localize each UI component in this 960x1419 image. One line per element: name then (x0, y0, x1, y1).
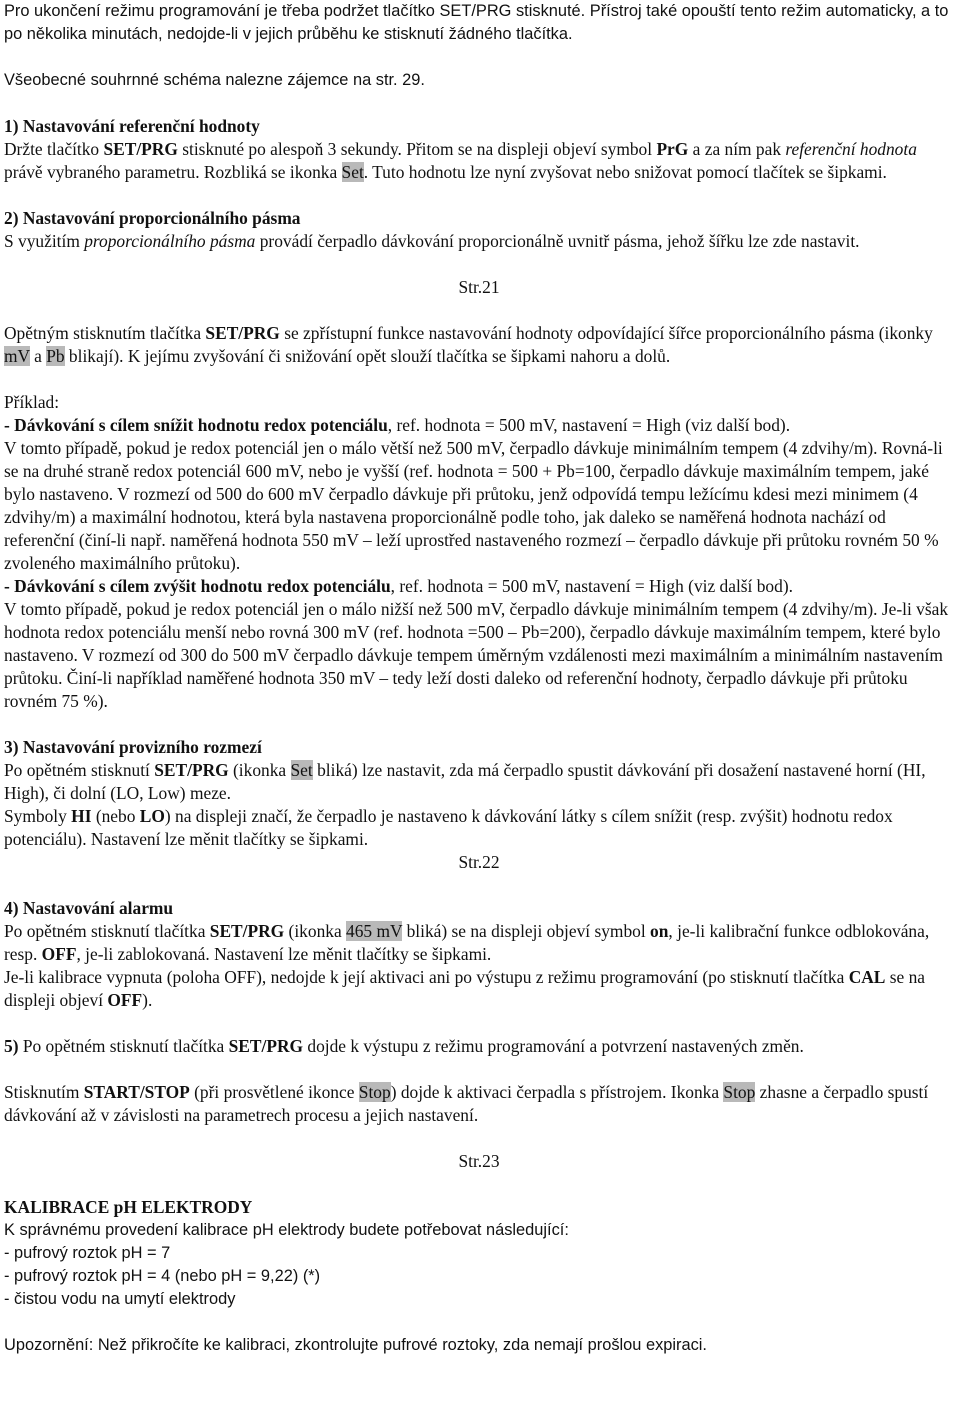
section-3-heading: 3) Nastavování provizního rozmezí (4, 737, 262, 757)
calibration-item: - pufrový roztok pH = 4 (nebo pH = 9,22) (*) (4, 1267, 321, 1285)
section-2-text-continued: Opětným stisknutím tlačítka SET/PRG se zpřístupní funkce nastavování hodnoty odpovídající šířce proporcionálního pásma (ikonky mV a Pb blikají). K jejímu zvyšování či snižování opět slouží tlačítka se šipkami nahoru a dolů. (4, 323, 933, 366)
example-label: Příklad: (4, 392, 60, 412)
page-number-22: Str.22 (458, 852, 500, 872)
mv-icon-label: mV (4, 346, 30, 366)
intro-paragraph: Pro ukončení režimu programování je třeba podržet tlačítko SET/PRG stisknuté. Přístroj také opouští tento režim automaticky, a to po několika minutách, nedojde-li v jejich průběhu ke stisknutí žádného tlačítka. (4, 2, 949, 43)
set-icon-label: Set (290, 760, 313, 780)
start-stop-text: Stisknutím START/STOP (při prosvětlené ikonce Stop) dojde k aktivaci čerpadla s přístrojem. Ikonka Stop zhasne a čerpadlo spustí dávkování až v závislosti na parametrech procesu a jejich nastavení. (4, 1082, 929, 1125)
section-5-text: 5) Po opětném stisknutí tlačítka SET/PRG dojde k výstupu z režimu programování a potvrzení nastavených změn. (4, 1036, 804, 1056)
section-3-symbols-text: Symboly HI (nebo LO) na displeji značí, že čerpadlo je nastaveno k dávkování látky s cílem snížit (resp. zvýšit) hodnotu redox potenciálu). Nastavení lze měnit tlačítky se šipkami. (4, 806, 893, 849)
page-number-21: Str.21 (458, 277, 500, 297)
calibration-item: - pufrový roztok pH = 7 (4, 1244, 171, 1262)
section-4-text: Po opětném stisknutí tlačítka SET/PRG (ikonka 465 mV bliká) se na displeji objeví symbol on, je-li kalibrační funkce odblokována, resp. OFF, je-li zablokovaná. Nastavení lze měnit tlačítky se šipkami. (4, 921, 930, 964)
section-3-text: Po opětném stisknutí SET/PRG (ikonka Set bliká) lze nastavit, zda má čerpadlo spustit dávkování při dosažení nastavené horní (HI, High), či dolní (LO, Low) meze. (4, 760, 926, 803)
section-1-heading: 1) Nastavování referenční hodnoty (4, 116, 260, 136)
stop-icon-label: Stop (723, 1082, 756, 1102)
example-1-text: V tomto případě, pokud je redox potenciál jen o málo větší než 500 mV, čerpadlo dávkuje minimálním tempem (4 zdvihy/m). Rovná-li se na druhé straně redox potenciál 600 mV, nebo je vyšší (ref. hodnota = 500 + Pb=100, čerpadlo dávkuje maximálním tempem, jaké bylo nastaveno. V rozmezí od 500 do 600 mV čerpadlo dávkuje při průtoku, jenž odpovídá tempu ležícímu kdesi mezi minimem (4 zdvihy/m) a maximální hodnotou, která byla nastavena proporcionálně podle toho, jak daleko se naměřená hodnota nachází od referenční (činí-li např. naměřená hodnota 550 mV – leží uprostřed nastaveného rozmezí – čerpadlo dávkuje při průtoku rovném 50 % zvoleného maximálního průtoku). (4, 438, 943, 573)
calibration-warning: Upozornění: Než přikročíte ke kalibraci, zkontrolujte pufrové roztoky, zda nemají prošlou expiraci. (4, 1336, 707, 1354)
section-4-heading: 4) Nastavování alarmu (4, 898, 174, 918)
example-1-heading: - Dávkování s cílem snížit hodnotu redox potenciálu, ref. hodnota = 500 mV, nastavení = High (viz další bod). (4, 415, 791, 435)
calibration-item: - čistou vodu na umytí elektrody (4, 1290, 236, 1308)
calibration-intro: K správnému provedení kalibrace pH elektrody budete potřebovat následující: (4, 1221, 569, 1239)
example-2-heading: - Dávkování s cílem zvýšit hodnotu redox potenciálu, ref. hodnota = 500 mV, nastavení = High (viz další bod). (4, 576, 793, 596)
section-4-calibration-text: Je-li kalibrace vypnuta (poloha OFF), nedojde k její aktivaci ani po výstupu z režimu programování (po stisknutí tlačítka CAL se na displeji objeví OFF). (4, 967, 926, 1010)
section-2-text: S využitím proporcionálního pásma provádí čerpadlo dávkování proporcionálně uvnitř pásma, jehož šířku lze zde nastavit. (4, 231, 860, 251)
section-2-heading: 2) Nastavování proporcionálního pásma (4, 208, 301, 228)
465mv-icon-label: 465 mV (346, 921, 403, 941)
section-1-text: Držte tlačítko SET/PRG stisknuté po alespoň 3 sekundy. Přitom se na displeji objeví symbol PrG a za ním pak referenční hodnota právě vybraného parametru. Rozbliká se ikonka Set. Tuto hodnotu lze nyní zvyšovat nebo snižovat pomocí tlačítek se šipkami. (4, 139, 917, 182)
intro-reference-note: Všeobecné souhrnné schéma nalezne zájemce na str. 29. (4, 71, 425, 89)
page-number-23: Str.23 (458, 1151, 500, 1171)
set-icon-label: Set (341, 162, 364, 182)
example-2-text: V tomto případě, pokud je redox potenciál jen o málo nižší než 500 mV, čerpadlo dávkuje minimálním tempem (4 zdvihy/m). Je-li však hodnota redox potenciálu menší nebo rovná 300 mV (ref. hodnota =500 – Pb=200), čerpadlo dávkuje maximálním tempem, které bylo nastaveno. V rozmezí od 300 do 500 mV čerpadlo dávkuje tempem úměrným vzdálenosti mezi maximálním a minimálním nastavením průtoku. Činí-li například naměřené hodnota 350 mV – tedy leží dosti daleko od referenční hodnoty, čerpadlo dávkuje při průtoku rovném 75 %). (4, 599, 949, 711)
calibration-heading: KALIBRACE pH ELEKTRODY (4, 1197, 253, 1217)
stop-icon-label: Stop (358, 1082, 391, 1102)
pb-icon-label: Pb (46, 346, 65, 366)
